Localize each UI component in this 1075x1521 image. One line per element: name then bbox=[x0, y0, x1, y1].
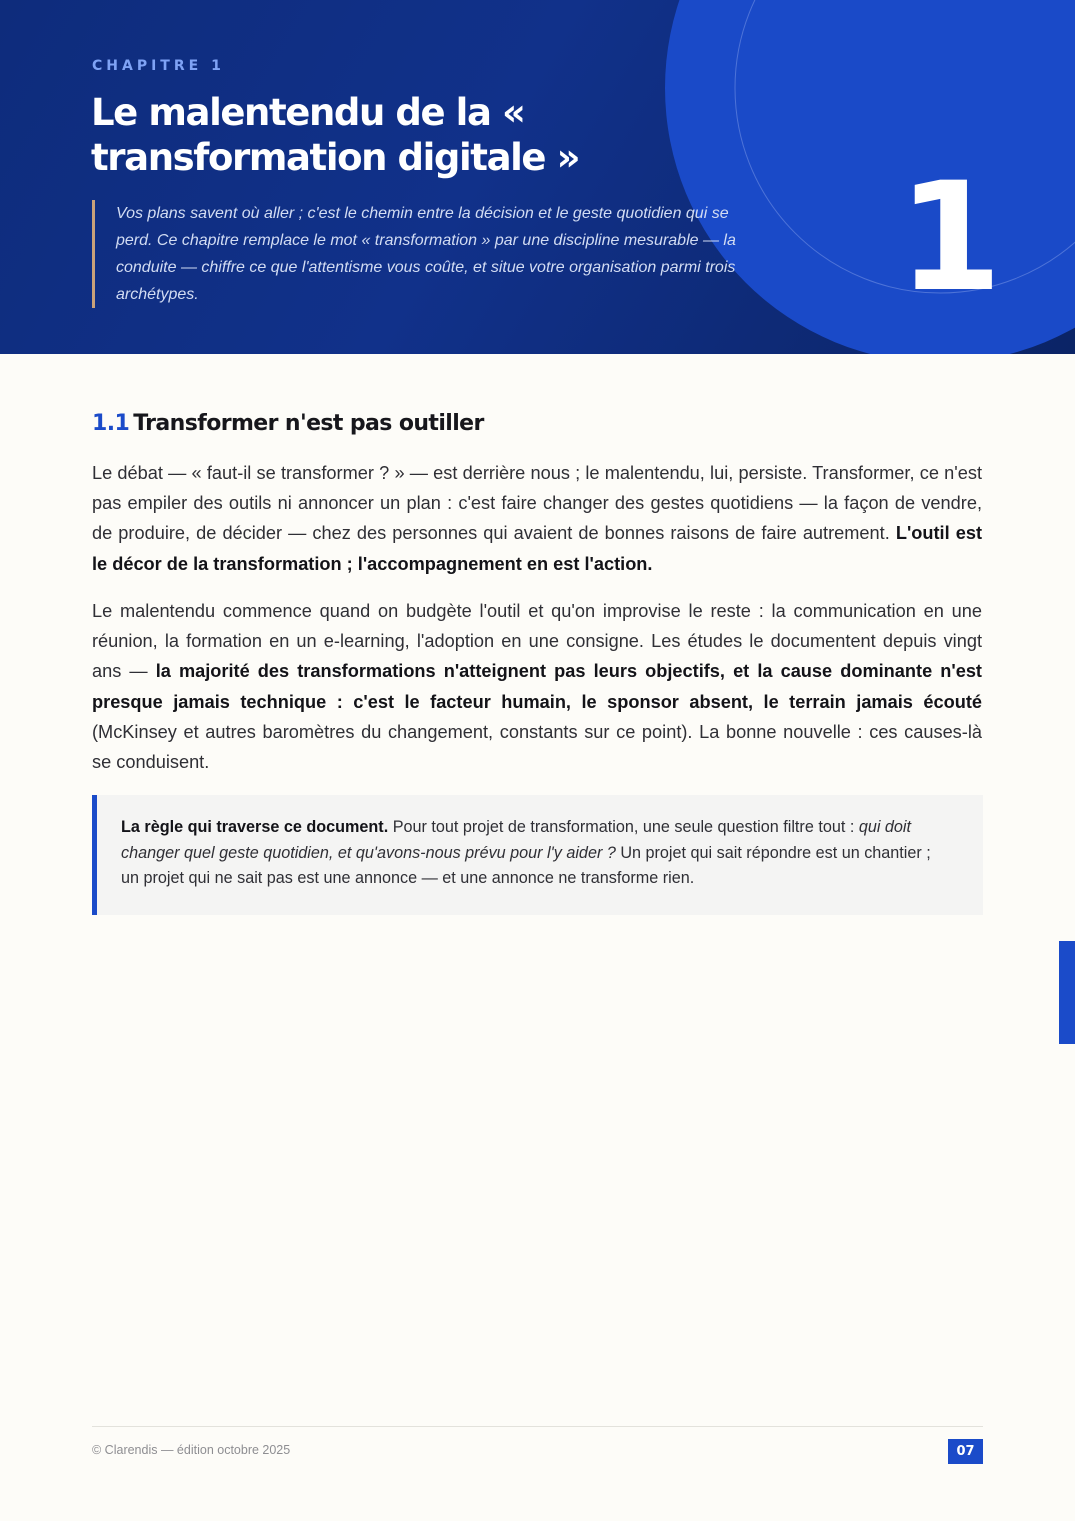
page-number-badge: 07 bbox=[948, 1439, 983, 1464]
chapter-number: 1 bbox=[897, 151, 1003, 325]
paragraph-2-bold: la majorité des transformations n'atteignent pas leurs objectifs, et la cause dominante n'est presque jamais technique : c'est le facteur humain, le sponsor absent, le terrain jamais écouté bbox=[92, 661, 982, 712]
callout-text-after: Un projet qui sait répondre est un chantier ; un projet qui ne sait pas est une annonce — et une annonce ne transforme rien. bbox=[121, 843, 931, 888]
chapter-title: Le malentendu de la « transformation digitale » bbox=[91, 91, 580, 179]
chapter-kicker: CHAPITRE 1 bbox=[92, 58, 225, 74]
section-number: 1.1 bbox=[92, 411, 130, 436]
footer-copyright: © Clarendis — édition octobre 2025 bbox=[92, 1443, 291, 1457]
rule-callout bbox=[92, 795, 983, 915]
section-title bbox=[92, 408, 484, 440]
section-title-text: Transformer n'est pas outiller bbox=[133, 411, 484, 436]
paragraph-1 bbox=[92, 458, 982, 579]
chapter-header bbox=[0, 0, 1075, 354]
paragraph-1-text: Le débat — « faut-il se transformer ? » — est derrière nous ; le malentendu, lui, persiste. Transformer, ce n'est pas empiler des outils ni annoncer un plan : c'est faire changer des gestes quotidiens — la façon de vendre, de produire, de décider — chez des personnes qui avaient de bonnes raisons de faire autrement. bbox=[92, 463, 982, 544]
footer-divider bbox=[92, 1426, 983, 1427]
paragraph-2-text-before: Le malentendu commence quand on budgète l'outil et qu'on improvise le reste : la communication en une réunion, la formation en un e-learning, l'adoption en une consigne. Les études le documentent depuis vingt ans — bbox=[92, 601, 982, 682]
callout-italic: qui doit changer quel geste quotidien, et qu'avons-nous prévu pour l'y aider ? bbox=[121, 818, 912, 862]
side-bookmark-tab bbox=[1059, 941, 1075, 1044]
chapter-lede: Vos plans savent où aller ; c'est le chemin entre la décision et le geste quotidien qui se perd. Ce chapitre remplace le mot « transformation » par une discipline mesurable — la conduite — chiffre ce que l'attentisme vous coûte, et situe votre organisation parmi trois archétypes. bbox=[92, 200, 742, 308]
paragraph-2-text-after: (McKinsey et autres baromètres du changement, constants sur ce point). La bonne nouvelle : ces causes-là se conduisent. bbox=[92, 721, 982, 773]
callout-bold: La règle qui traverse ce document. bbox=[121, 818, 389, 836]
paragraph-1-bold: L'outil est le décor de la transformation ; l'accompagnement en est l'action. bbox=[92, 523, 982, 574]
paragraph-2 bbox=[92, 596, 982, 777]
callout-text-before: Pour tout projet de transformation, une seule question filtre tout : bbox=[388, 818, 859, 836]
